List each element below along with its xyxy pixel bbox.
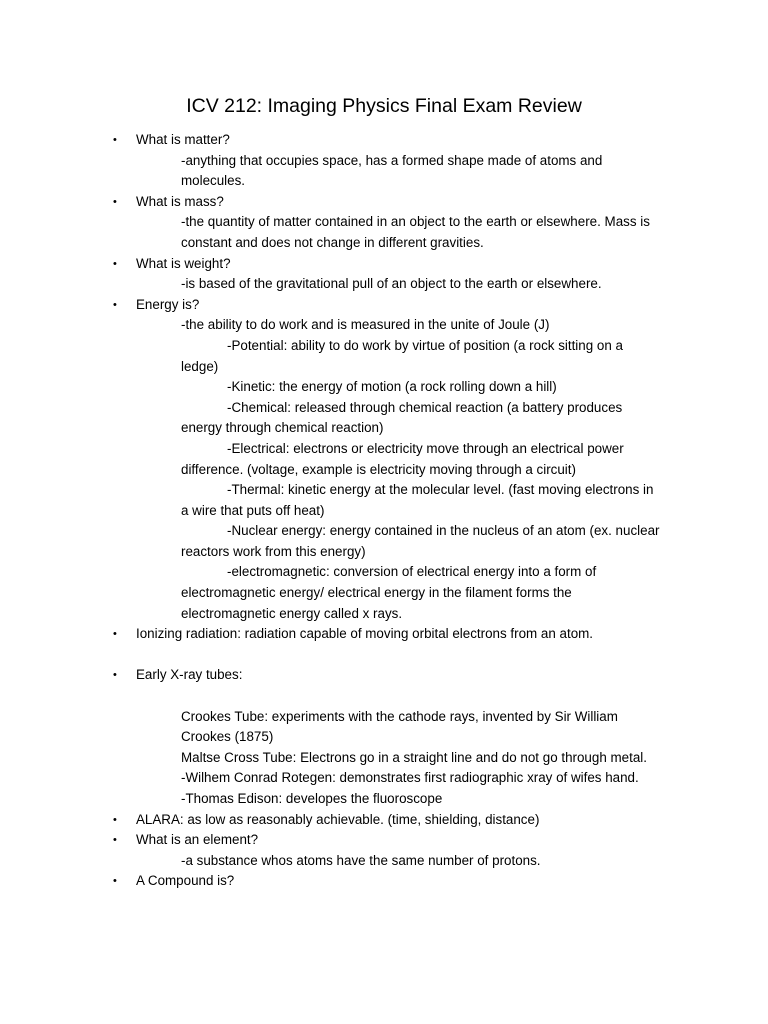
line-text: -anything that occupies space, has a formed shape made of atoms and — [181, 152, 603, 168]
text-line — [0, 789, 768, 810]
line-text: Maltse Cross Tube: Electrons go in a straight line and do not go through metal. — [181, 749, 647, 765]
text-line — [0, 707, 768, 728]
bullet-icon: • — [113, 628, 117, 641]
line-text: Crookes Tube: experiments with the cathode rays, invented by Sir William — [181, 708, 618, 724]
text-line — [0, 604, 768, 625]
text-line — [0, 562, 768, 583]
text-line — [0, 460, 768, 481]
bullet-icon: • — [113, 257, 117, 270]
text-line — [0, 233, 768, 254]
line-text: What is weight? — [136, 255, 231, 271]
line-text: What is matter? — [136, 132, 230, 147]
line-text: energy through chemical reaction) — [181, 420, 384, 436]
blank-line — [0, 645, 768, 666]
text-line — [0, 521, 768, 542]
line-text: -Kinetic: the energy of motion (a rock rolling down a hill) — [227, 379, 557, 395]
text-line — [0, 542, 768, 563]
line-text: electromagnetic energy called x rays. — [181, 605, 403, 621]
text-line — [0, 151, 768, 172]
line-text: a wire that puts off heat) — [181, 502, 325, 518]
line-text: molecules. — [181, 173, 246, 189]
bullet-item — [0, 254, 768, 275]
line-text: What is an element? — [136, 832, 259, 848]
text-line — [0, 336, 768, 357]
line-text: -electromagnetic: conversion of electrical energy into a form of — [227, 564, 597, 580]
text-line — [0, 315, 768, 336]
line-text: A Compound is? — [136, 873, 235, 889]
line-text: -the quantity of matter contained in an object to the earth or elsewhere. Mass is — [181, 214, 650, 230]
line-text: ledge) — [181, 358, 219, 374]
line-text: constant and does not change in different gravities. — [181, 234, 484, 250]
page-title: ICV 212: Imaging Physics Final Exam Review — [186, 95, 582, 117]
line-text: Crookes (1875) — [181, 729, 274, 745]
text-line — [0, 171, 768, 192]
line-text: -Chemical: released through chemical reaction (a battery produces — [227, 399, 623, 415]
document-body — [0, 130, 768, 892]
line-text: -Wilhem Conrad Rotegen: demonstrates first radiographic xray of wifes hand. — [181, 770, 639, 786]
bullet-icon: • — [113, 813, 117, 826]
bullet-icon: • — [113, 134, 117, 146]
bullet-icon: • — [113, 834, 117, 847]
line-text: -Thomas Edison: developes the fluoroscope — [181, 791, 443, 806]
text-line — [0, 274, 768, 295]
bullet-icon: • — [113, 195, 117, 208]
bullet-item — [0, 624, 768, 645]
text-line — [0, 480, 768, 501]
line-text: -Nuclear energy: energy contained in the nucleus of an atom (ex. nuclear — [227, 523, 660, 539]
text-line — [0, 851, 768, 872]
bullet-item — [0, 295, 768, 316]
bullet-item — [0, 665, 768, 686]
line-text: reactors work from this energy) — [181, 543, 366, 559]
bullet-item — [0, 192, 768, 213]
bullet-icon: • — [113, 669, 117, 682]
text-line — [0, 377, 768, 398]
bullet-icon: • — [113, 298, 117, 311]
line-text: Energy is? — [136, 296, 200, 312]
bullet-item — [0, 810, 768, 831]
line-text: electromagnetic energy/ electrical energy in the filament forms the — [181, 585, 572, 601]
text-line — [0, 357, 768, 378]
text-line — [0, 418, 768, 439]
bullet-icon: • — [113, 875, 117, 888]
text-line — [0, 398, 768, 419]
line-text: -Thermal: kinetic energy at the molecular level. (fast moving electrons in — [227, 482, 654, 498]
line-text: Early X-ray tubes: — [136, 667, 243, 683]
text-line — [0, 727, 768, 748]
line-text: Ionizing radiation: radiation capable of moving orbital electrons from an atom. — [136, 626, 594, 642]
line-text: -Electrical: electrons or electricity move through an electrical power — [227, 440, 624, 456]
line-text: -a substance whos atoms have the same number of protons. — [181, 852, 541, 868]
line-text: -Potential: ability to do work by virtue of position (a rock sitting on a — [227, 337, 623, 353]
text-line — [0, 439, 768, 460]
line-text: difference. (voltage, example is electricity moving through a circuit) — [181, 461, 576, 477]
line-text: What is mass? — [136, 193, 224, 209]
blank-line — [0, 686, 768, 707]
text-line — [0, 212, 768, 233]
text-line — [0, 583, 768, 604]
text-line — [0, 501, 768, 522]
bullet-item — [0, 830, 768, 851]
line-text: -the ability to do work and is measured in the unite of Joule (J) — [181, 317, 550, 333]
text-line — [0, 768, 768, 789]
bullet-item — [0, 130, 768, 151]
line-text: ALARA: as low as reasonably achievable. (time, shielding, distance) — [136, 811, 540, 827]
bullet-item — [0, 871, 768, 892]
line-text: -is based of the gravitational pull of an object to the earth or elsewhere. — [181, 276, 602, 292]
text-line — [0, 748, 768, 769]
